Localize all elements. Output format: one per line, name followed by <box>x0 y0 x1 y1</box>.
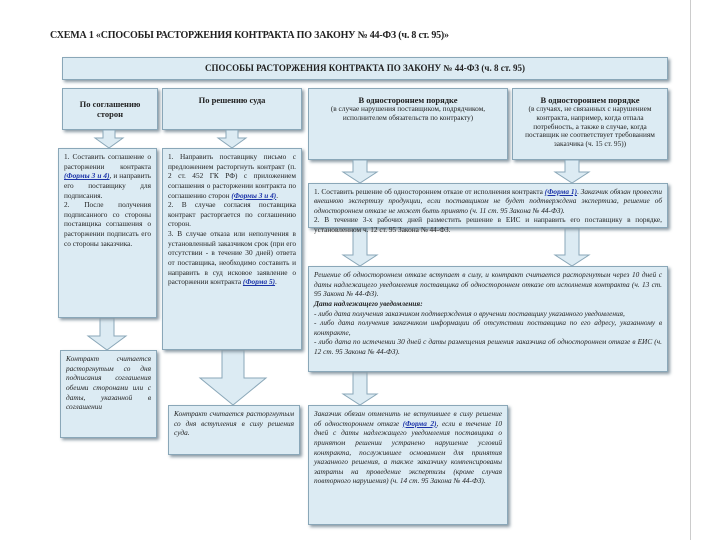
step-text: , и направить его поставщику для подписания. <box>64 171 151 200</box>
effect-text: Решение об одностороннем отказе вступает в силу, и контракт считается расторгнутым через 10 дней с даты надлежащего уведомления поставщика об одностороннем отказе от исполнения контракта (ч. 13 ст. 95 Закона № 44-ФЗ). <box>314 270 662 299</box>
notice-item: - либо дата по истечении 30 дней с даты размещения решения заказчика об одностороннем отказе в ЕИС (ч. 12 ст. 95 Закона № 44-ФЗ). <box>314 337 662 356</box>
step-note: Заказчик обязан провести внешнюю экспертизу продукции, если поставщиком не будет подтверждена экспертиза, решение об одностороннем отказе не может быть принято (ч. 11 ст. 95 Закона № 44-ФЗ). <box>314 187 662 215</box>
step-text: 2. В случае согласия поставщика контракт расторгается по соглашению сторон. <box>168 200 296 229</box>
step-text: . <box>276 190 279 200</box>
step-text: 2. После получения подписанного со стороны поставщика соглашения о расторжении подписать его со стороны заказчика. <box>64 200 151 248</box>
step-text: 1. Составить решение об одностороннем отказе от исполнения контракта <box>314 187 545 196</box>
arrow-down-icon <box>200 350 266 405</box>
arrow-down-icon <box>218 130 246 148</box>
form-link[interactable]: (Форма 1) <box>544 187 577 196</box>
step-text: 2. В течение 3-х рабочих дней разместить решение в ЕИС и направить его поставщику в порядке, установленном ч. 12 ст. 95 Закона № 44-ФЗ. <box>314 215 662 234</box>
column-subtitle: (в случае нарушения поставщиком, подрядчиком, исполнителем обязательств по контракту) <box>330 104 486 122</box>
form-link[interactable]: (Формы 3 и 4) <box>64 171 110 181</box>
step-text: 1. Составить соглашение о расторжении контракта <box>64 152 151 171</box>
arrow-down-icon <box>343 372 377 405</box>
notice-item: - либо дата получения заказчиком информации об отсутствии поставщика по его адресу, указанному в контракте, <box>314 318 662 337</box>
arrow-down-icon <box>343 160 377 183</box>
step-text: . <box>275 277 277 287</box>
notice-title: Дата надлежащего уведомления: <box>314 298 423 308</box>
cancel-text: , если в течение 10 дней с даты надлежащего уведомления поставщика о принятом решении устранено нарушение условий контракта, послужившее основанием для принятия указанного решения, а также заказчику компенсированы затраты на проведение экспертизы (кроме случая повторного нарушения) (ч. 14 ст. 95 Закона № 44-ФЗ). <box>314 418 502 486</box>
form-link[interactable]: (Форма 2) <box>402 418 437 428</box>
scheme-header: СПОСОБЫ РАСТОРЖЕНИЯ КОНТРАКТА ПО ЗАКОНУ № 44-ФЗ (ч. 8 ст. 95) <box>62 57 668 80</box>
column-title: В одностороннем порядке <box>358 95 458 105</box>
step-text: 3. В случае отказа или неполучения в установленный заказчиком срок (при его отсутствии - в течение 30 дней) ответа от поставщика, необходимо составить и направить в суд исковое заявление о расторжении контракта <box>168 229 296 287</box>
column-subtitle: (в случаях, не связанных с нарушением контракта, например, когда отпала потребность, а также в случае, когда поставщик не соответствует требованиям заказчика (ч. 15 ст. 95)) <box>525 104 655 149</box>
agreement-result: Контракт считается расторгнутым со дня подписания соглашения обеими сторонами или с даты, указанной в соглашении <box>60 350 157 438</box>
form-link[interactable]: (Форма 5) <box>242 277 276 287</box>
page-title: СХЕМА 1 «СПОСОБЫ РАСТОРЖЕНИЯ КОНТРАКТА ПО ЗАКОНУ № 44-ФЗ (ч. 8 ст. 95)» <box>50 30 449 41</box>
form-link[interactable]: (Формы 3 и 4) <box>231 190 277 200</box>
court-result: Контракт считается расторгнутым со дня вступления в силу решения суда. <box>168 405 300 455</box>
arrow-down-icon <box>88 318 126 350</box>
unilateral-cancel <box>308 405 508 525</box>
arrow-down-icon <box>95 130 123 148</box>
column-title: В одностороннем порядке <box>540 95 640 105</box>
arrow-down-icon <box>555 160 589 183</box>
column-court-header: По решению суда <box>162 88 302 130</box>
step-text: 1. Направить поставщику письмо с предложением расторгнуть контракт (п. 2 ст. 452 ГК РФ) с приложением соглашения о расторжении контракта по соглашению сторон <box>168 152 296 200</box>
court-steps <box>162 148 302 350</box>
notice-item: - либо дата получения заказчиком подтверждения о вручении поставщику указанного уведомления, <box>314 308 625 318</box>
cancel-text: Заказчик обязан отменить не вступившее в силу решение об одностороннем отказе <box>314 409 502 428</box>
unilateral-effect <box>308 266 668 372</box>
unilateral-steps <box>308 183 668 234</box>
agreement-steps <box>58 148 157 318</box>
step-text: . <box>577 187 581 196</box>
column-agreement-header: По соглашению сторон <box>62 88 158 130</box>
